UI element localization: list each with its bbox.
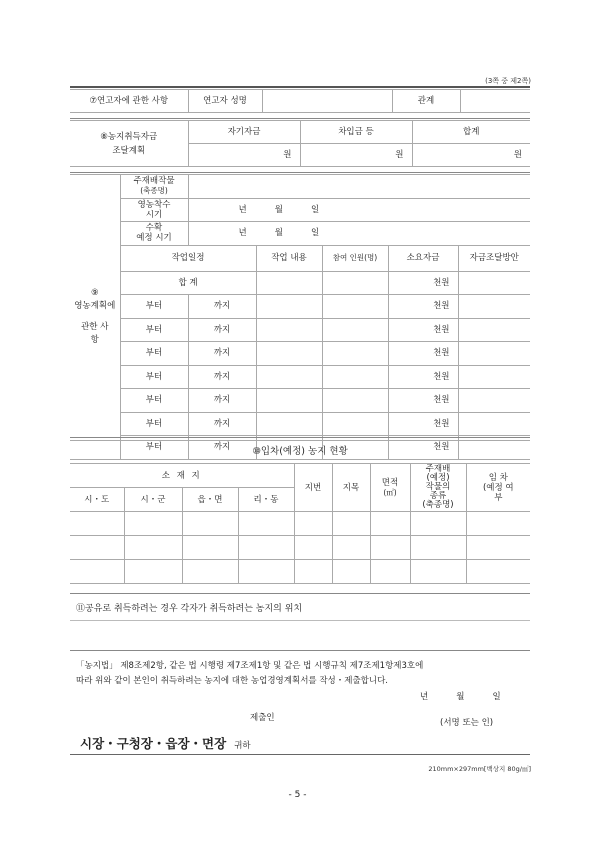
- from-label: 부터: [145, 301, 163, 312]
- land-cell[interactable]: [182, 536, 238, 560]
- side-title-line2: 영농계획에: [74, 300, 116, 311]
- work-cost[interactable]: [388, 342, 458, 366]
- day-label: 일: [310, 204, 320, 215]
- to-label: 까지: [213, 395, 231, 406]
- land-cell[interactable]: [410, 560, 466, 584]
- work-people[interactable]: [322, 412, 388, 436]
- work-content[interactable]: [256, 365, 322, 389]
- crop-label: [120, 175, 188, 199]
- harvest-date-field[interactable]: [188, 222, 530, 246]
- land-cell[interactable]: [332, 512, 370, 536]
- schedule-from[interactable]: [120, 365, 188, 389]
- work-funding[interactable]: [458, 389, 530, 413]
- from-label: 부터: [145, 395, 163, 406]
- divider: [70, 650, 530, 651]
- location-header: 소 재 지: [70, 464, 294, 488]
- relation-label: 관계: [392, 90, 460, 113]
- side-title-line3: 관한 사: [81, 321, 109, 332]
- funding-title-line1: ⑧농지취득자금: [100, 131, 158, 142]
- land-cell[interactable]: [370, 536, 410, 560]
- schedule-to[interactable]: [188, 318, 256, 342]
- land-cell[interactable]: [466, 560, 530, 584]
- people-header: 참여 인원(명): [322, 245, 388, 271]
- unit-thousand-won: 천원: [433, 395, 450, 406]
- year-label: 년: [238, 204, 247, 215]
- work-funding[interactable]: [458, 365, 530, 389]
- month-label: 월: [274, 228, 283, 239]
- work-funding[interactable]: [458, 295, 530, 319]
- land-cell[interactable]: [294, 512, 332, 536]
- divider: [70, 118, 530, 119]
- schedule-to[interactable]: [188, 342, 256, 366]
- land-cell[interactable]: [182, 512, 238, 536]
- relative-name-label: 연고자 성명: [188, 90, 262, 113]
- land-cell[interactable]: [332, 560, 370, 584]
- section9-side-title: [70, 175, 120, 460]
- total-funding[interactable]: [458, 271, 530, 295]
- section11-field[interactable]: [70, 622, 530, 650]
- month-label: 월: [456, 692, 465, 702]
- from-label: 부터: [145, 371, 163, 382]
- from-label: 부터: [145, 418, 163, 429]
- start-label-line2: 시기: [145, 209, 163, 220]
- addressee-suffix: 귀하: [234, 741, 251, 751]
- funding-title: [70, 121, 188, 167]
- start-label: [120, 198, 188, 222]
- sigun-header: 시・군: [124, 488, 182, 512]
- land-cell[interactable]: [70, 512, 124, 536]
- own-funds-field[interactable]: [188, 144, 300, 167]
- section8-table: [70, 120, 530, 167]
- section10-table: [70, 440, 530, 584]
- unit-won: 원: [283, 150, 292, 160]
- jibun-header: 지번: [294, 464, 332, 512]
- land-cell[interactable]: [238, 512, 294, 536]
- work-content[interactable]: [256, 318, 322, 342]
- land-cell[interactable]: [294, 536, 332, 560]
- land-cell[interactable]: [370, 512, 410, 536]
- crop-type-header: [410, 464, 466, 512]
- land-cell[interactable]: [332, 536, 370, 560]
- statement-line1: 「농지법」 제8조제2항, 같은 법 시행령 제7조제1항 및 같은 법 시행규칙 제7조제1항제3호에: [76, 661, 424, 671]
- harvest-label-line2: 예정 시기: [136, 233, 172, 244]
- statement-line2: 따라 위와 같이 본인이 취득하려는 농지에 대한 농업경영계획서를 작성・제출합니다.: [76, 676, 388, 686]
- total-people[interactable]: [322, 271, 388, 295]
- land-cell[interactable]: [466, 536, 530, 560]
- unit-won: 원: [513, 150, 522, 160]
- crop-type-line1: 주재배: [425, 464, 451, 474]
- total-field[interactable]: [412, 144, 530, 167]
- section10-title: ⑩입차(예정) 농지 현황: [70, 441, 530, 464]
- content-header: 작업 내용: [256, 245, 322, 271]
- work-people[interactable]: [322, 295, 388, 319]
- unit-thousand-won: 천원: [433, 277, 450, 288]
- from-label: 부터: [145, 324, 163, 335]
- harvest-label-line1: 수확: [145, 223, 163, 234]
- unit-thousand-won: 천원: [433, 371, 450, 382]
- schedule-from[interactable]: [120, 295, 188, 319]
- year-label: 년: [238, 228, 247, 239]
- start-label-line1: 영농착수: [137, 199, 171, 210]
- total-label: 합 계: [120, 271, 256, 295]
- unit-thousand-won: 천원: [433, 301, 450, 312]
- crop-label-line2: (축종명): [140, 186, 168, 196]
- day-label: 일: [492, 692, 501, 702]
- to-label: 까지: [213, 348, 231, 359]
- schedule-from[interactable]: [120, 318, 188, 342]
- land-cell[interactable]: [238, 536, 294, 560]
- schedule-to[interactable]: [188, 412, 256, 436]
- schedule-from[interactable]: [120, 389, 188, 413]
- work-people[interactable]: [322, 365, 388, 389]
- land-cell[interactable]: [124, 512, 182, 536]
- work-cost[interactable]: [388, 389, 458, 413]
- unit-thousand-won: 천원: [433, 324, 450, 335]
- divider: [70, 437, 530, 438]
- land-cell[interactable]: [410, 536, 466, 560]
- own-funds-header: 자기자금: [188, 121, 300, 144]
- schedule-from[interactable]: [120, 342, 188, 366]
- area-line2: (㎡): [383, 487, 397, 497]
- crop-type-line5: (축종명): [422, 500, 454, 510]
- unit-thousand-won: 천원: [433, 348, 450, 359]
- to-label: 까지: [213, 371, 231, 382]
- lease-line1: 임 차: [488, 472, 508, 483]
- total-cost[interactable]: [388, 271, 458, 295]
- area-header: [370, 464, 410, 512]
- signature-field[interactable]: (서명 또는 인): [440, 718, 494, 728]
- side-title-line4: 항: [90, 334, 99, 345]
- to-label: 까지: [213, 442, 231, 453]
- lease-line3: 부: [494, 492, 503, 503]
- work-content[interactable]: [256, 342, 322, 366]
- land-cell[interactable]: [370, 560, 410, 584]
- start-date-field[interactable]: [188, 198, 530, 222]
- funding-title-line2: 조달계획: [112, 145, 146, 156]
- addressee-name: 시장・구청장・읍장・면장: [80, 736, 227, 751]
- land-cell[interactable]: [410, 512, 466, 536]
- addressee: [80, 734, 251, 752]
- land-cell[interactable]: [124, 560, 182, 584]
- submitter-label: 제출인: [250, 713, 275, 723]
- lease-header: [466, 464, 530, 512]
- side-title-num: ⑨: [90, 287, 99, 298]
- day-label: 일: [310, 228, 320, 239]
- land-cell[interactable]: [466, 512, 530, 536]
- lease-line2: (예정 여: [482, 482, 514, 493]
- submit-date[interactable]: [420, 690, 501, 702]
- loan-header: 차입금 등: [300, 121, 412, 144]
- work-people[interactable]: [322, 318, 388, 342]
- schedule-from[interactable]: [120, 412, 188, 436]
- sido-header: 시・도: [70, 488, 124, 512]
- area-line1: 면적: [381, 477, 399, 488]
- top-rule: [70, 86, 530, 88]
- unit-thousand-won: 천원: [433, 442, 450, 453]
- section9-table: [70, 174, 530, 460]
- land-cell[interactable]: [124, 536, 182, 560]
- work-funding[interactable]: [458, 342, 530, 366]
- work-content[interactable]: [256, 295, 322, 319]
- paper-spec: 210mm×297mm[백상지 80g/㎡]: [428, 765, 531, 773]
- work-cost[interactable]: [388, 295, 458, 319]
- work-funding[interactable]: [458, 318, 530, 342]
- crop-type-line4: 종류: [429, 491, 447, 501]
- relative-name-field[interactable]: [262, 90, 392, 113]
- land-cell[interactable]: [238, 560, 294, 584]
- divider: [70, 593, 530, 594]
- schedule-to[interactable]: [188, 389, 256, 413]
- from-label: 부터: [145, 348, 163, 359]
- work-funding[interactable]: [458, 412, 530, 436]
- total-content[interactable]: [256, 271, 322, 295]
- to-label: 까지: [213, 418, 231, 429]
- month-label: 월: [274, 204, 283, 215]
- work-cost[interactable]: [388, 412, 458, 436]
- year-label: 년: [420, 692, 429, 702]
- section11-divider: [70, 620, 530, 621]
- from-label: 부터: [145, 442, 163, 453]
- schedule-header: 작업일정: [120, 245, 256, 271]
- harvest-label: [120, 222, 188, 246]
- eupmyeon-header: 읍・면: [182, 488, 238, 512]
- relation-field[interactable]: [460, 90, 530, 113]
- land-cell[interactable]: [70, 536, 124, 560]
- land-cell[interactable]: [294, 560, 332, 584]
- section11-title: ⑪공유로 취득하려는 경우 각자가 취득하려는 농지의 위치: [76, 604, 303, 614]
- schedule-to[interactable]: [188, 365, 256, 389]
- land-cell[interactable]: [182, 560, 238, 584]
- unit-thousand-won: 천원: [433, 418, 450, 429]
- to-label: 까지: [213, 301, 231, 312]
- crop-type-line3: 작물의: [425, 482, 451, 492]
- work-content[interactable]: [256, 389, 322, 413]
- section7-title: ⑦연고자에 관한 사항: [70, 90, 188, 113]
- cost-header: 소요자금: [388, 245, 458, 271]
- bottom-rule: [70, 754, 530, 755]
- schedule-to[interactable]: [188, 295, 256, 319]
- crop-field[interactable]: [188, 175, 530, 199]
- crop-label-line1: 주재배작물: [133, 176, 175, 187]
- crop-type-line2: (예정): [426, 473, 450, 483]
- loan-field[interactable]: [300, 144, 412, 167]
- work-people[interactable]: [322, 389, 388, 413]
- land-cell[interactable]: [70, 560, 124, 584]
- page-number: - 5 -: [288, 790, 307, 800]
- work-people[interactable]: [322, 342, 388, 366]
- unit-won: 원: [395, 150, 404, 160]
- work-content[interactable]: [256, 412, 322, 436]
- page-count: (3쪽 중 제2쪽): [485, 77, 531, 85]
- work-cost[interactable]: [388, 365, 458, 389]
- work-cost[interactable]: [388, 318, 458, 342]
- funding-method-header: 자금조달방안: [458, 245, 530, 271]
- divider: [70, 172, 530, 173]
- jimok-header: 지목: [332, 464, 370, 512]
- to-label: 까지: [213, 324, 231, 335]
- section7-table: [70, 89, 530, 113]
- ridong-header: 리・동: [238, 488, 294, 512]
- total-header: 합계: [412, 121, 530, 144]
